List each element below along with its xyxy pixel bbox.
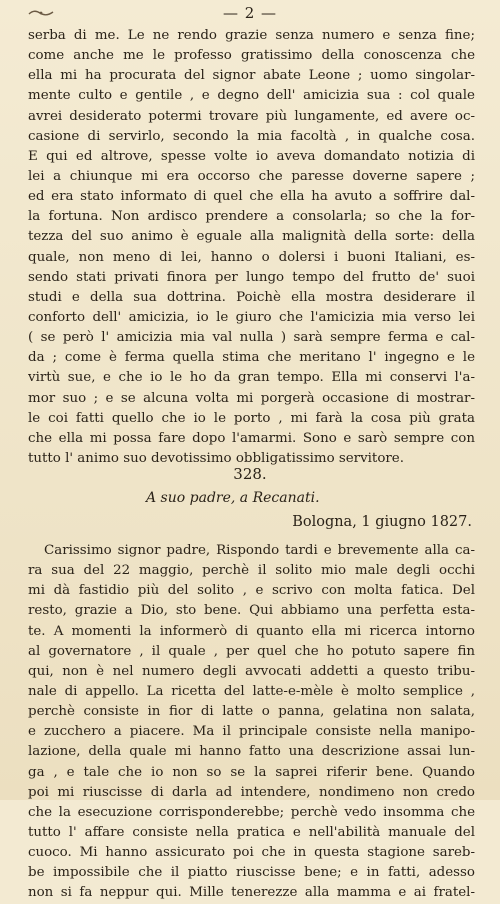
letter-continuation-text: [28, 26, 475, 469]
text-line: poi mi riuscisse di darla ad intendere, nondimeno non credo: [28, 784, 475, 800]
text-line: virtù sue, e che io le ho da gran tempo. Ella mi conservi l'a-: [28, 370, 475, 386]
text-line: che la esecuzione corrisponderebbe; perchè vedo insomma che: [28, 804, 475, 820]
text-line: perchè consiste in fior di latte o panna, gelatina non salata,: [28, 704, 475, 720]
text-line: mor suo ; e se alcuna volta mi porgerà occasione di mostrar-: [28, 390, 475, 406]
text-line: le coi fatti quello che io le porto , mi farà la cosa più grata: [28, 410, 475, 426]
text-line: resto, grazie a Dio, sto bene. Qui abbiamo una perfetta esta-: [28, 603, 475, 619]
text-line: sendo stati privati finora per lungo tempo del frutto de' suoi: [28, 269, 475, 285]
text-line: che ella mi possa fare dopo l'amarmi. Sono e sarò sempre con: [28, 430, 475, 446]
text-line: Carissimo signor padre, Rispondo tardi e brevemente alla ca-: [44, 543, 475, 558]
text-line: tezza del suo animo è eguale alla malignità della sorte: della: [28, 229, 475, 245]
text-line: be impossibile che il piatto riuscisse bene; e in fatti, adesso: [28, 865, 475, 881]
text-line: tutto l' animo suo devotissimo obbligatissimo servitore.: [28, 450, 404, 466]
text-line: serba di me. Le ne rendo grazie senza numero e senza fine;: [28, 28, 475, 43]
text-line: nale di appello. La ricetta del latte-e-mèle è molto semplice ,: [28, 683, 475, 699]
text-line: conforto dell' amicizia, io le giuro che l'amicizia mia verso lei: [28, 309, 475, 325]
text-line: te. A momenti la informerò di quanto ella mi ricerca intorno: [28, 623, 475, 639]
text-line: tutto l' affare consiste nella pratica e nell'abilità manuale del: [28, 824, 475, 840]
text-line: al governatore , il quale , per quel che ho potuto sapere fin: [28, 643, 475, 659]
text-line: qui, non è nel numero degli avvocati addetti a questo tribu-: [28, 663, 475, 679]
text-line: non si fa neppur qui. Mille tenerezze alla mamma e ai fratel-: [28, 885, 475, 901]
text-line: ra sua del 22 maggio, perchè il solito mio male degli occhi: [28, 563, 475, 579]
page-number: — 2 —: [222, 4, 278, 22]
text-line: come anche me le professo gratissimo della conoscenza che: [28, 48, 475, 64]
text-line: ( se però l' amicizia mia val nulla ) sarà sempre ferma e cal-: [28, 330, 475, 346]
letter-dateline: Bologna, 1 giugno 1827.: [292, 514, 472, 530]
text-line: avrei desiderato potermi trovare più lungamente, ed avere oc-: [28, 108, 475, 124]
text-line: casione di servirlo, secondo la mia facoltà , in qualche cosa.: [28, 128, 475, 144]
text-line: ed era stato informato di quel che ella ha avuto a soffrire dal-: [28, 189, 475, 205]
text-line: cuoco. Mi hanno assicurato poi che in questa stagione sareb-: [28, 845, 475, 861]
text-line: da ; come è ferma quella stima che meritano l' ingegno e le: [28, 350, 475, 366]
text-line: lazione, della quale mi hanno fatto una descrizione assai lun-: [28, 744, 475, 760]
letter-heading: A suo padre, a Recanati.: [146, 490, 320, 506]
text-line: mi dà fastidio più del solito , e scrivo con molta fatica. Del: [28, 583, 475, 599]
text-line: studi e della sua dottrina. Poichè ella mostra desiderare il: [28, 289, 475, 305]
text-line: mente culto e gentile , e degno dell' amicizia sua : col quale: [28, 88, 475, 104]
text-line: ella mi ha procurata del signor abate Leone ; uomo singolar-: [28, 68, 475, 84]
letter-body-text: [28, 541, 475, 904]
letter-number: 328.: [233, 465, 267, 483]
text-line: E qui ed altrove, spesse volte io aveva domandato notizia di: [28, 148, 475, 164]
text-line: quale, non meno di lei, hanno o dolersi i buoni Italiani, es-: [28, 249, 475, 265]
text-line: lei a chiunque mi era occorso che paresse doverne sapere ;: [28, 168, 475, 184]
text-line: e zucchero a piacere. Ma il principale consiste nella manipo-: [28, 724, 475, 740]
text-line: ga , e tale che io non so se la saprei riferir bene. Quando: [28, 764, 475, 780]
text-line: la fortuna. Non ardisco prendere a consolarla; so che la for-: [28, 209, 475, 225]
